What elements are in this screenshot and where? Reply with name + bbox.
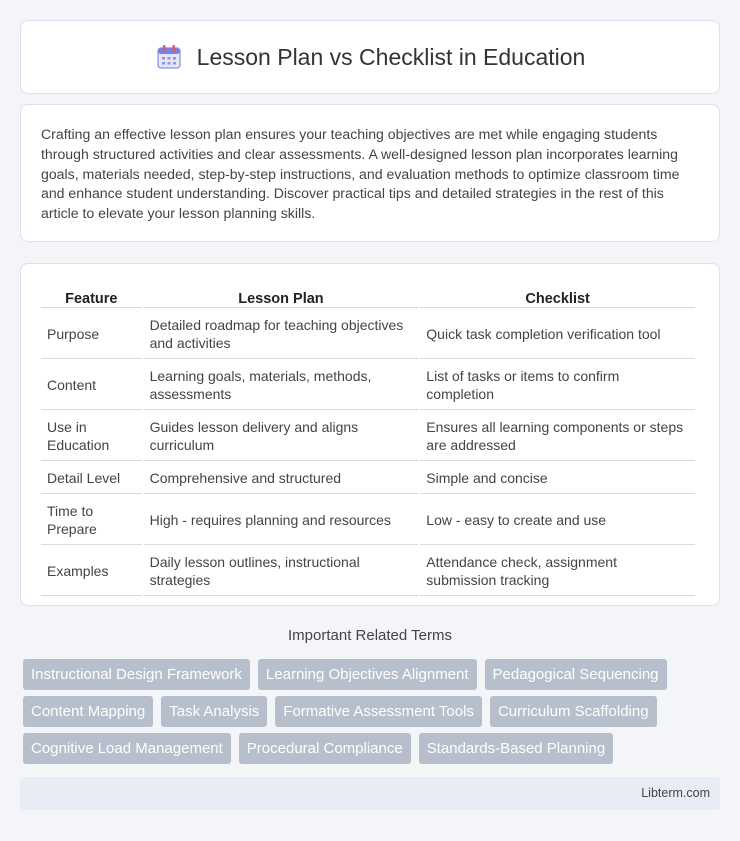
footer-site-link[interactable]: Libterm.com (641, 786, 710, 800)
table-cell: Content (41, 361, 142, 410)
related-terms-title: Important Related Terms (288, 627, 452, 644)
table-cell: Purpose (41, 310, 142, 359)
related-term-tag[interactable]: Task Analysis (161, 696, 267, 727)
table-cell: Simple and concise (420, 463, 695, 494)
intro-paragraph: Crafting an effective lesson plan ensures your teaching objectives are met while engaging students through structured activities and clear assessments. A well-designed lesson plan incorporates learning goals, materials needed, step-by-step instructions, and evaluation methods to optimize classroom time and enhance student understanding. Discover practical tips and detailed strategies in the rest of this article to elevate your lesson planning skills. (41, 126, 680, 222)
header-lesson-plan: Lesson Plan (144, 286, 419, 308)
header-checklist: Checklist (420, 286, 695, 308)
table-cell: Low - easy to create and use (420, 496, 695, 545)
comparison-card (20, 263, 720, 606)
related-terms-list (23, 659, 723, 764)
table-cell: Detail Level (41, 463, 142, 494)
table-row (41, 310, 695, 359)
header-feature: Feature (41, 286, 142, 308)
related-term-tag[interactable]: Cognitive Load Management (23, 733, 231, 764)
table-cell: List of tasks or items to confirm completion (420, 361, 695, 410)
table-row (41, 361, 695, 410)
page-title: Lesson Plan vs Checklist in Education (196, 43, 586, 70)
table-cell: Attendance check, assignment submission tracking (420, 547, 695, 596)
comparison-table (39, 284, 697, 598)
related-term-tag[interactable]: Learning Objectives Alignment (258, 659, 477, 690)
table-row (41, 412, 695, 461)
related-term-tag[interactable]: Standards-Based Planning (419, 733, 613, 764)
table-cell: Examples (41, 547, 142, 596)
table-cell: Quick task completion verification tool (420, 310, 695, 359)
table-cell: Ensures all learning components or steps are addressed (420, 412, 695, 461)
footer (20, 777, 720, 810)
related-term-tag[interactable]: Instructional Design Framework (23, 659, 250, 690)
table-header-row (41, 286, 695, 308)
table-cell: Comprehensive and structured (144, 463, 419, 494)
title-card (20, 20, 720, 94)
calendar-icon (155, 43, 183, 71)
table-row (41, 547, 695, 596)
table-cell: High - requires planning and resources (144, 496, 419, 545)
table-cell: Daily lesson outlines, instructional strategies (144, 547, 419, 596)
table-row (41, 463, 695, 494)
table-cell: Use in Education (41, 412, 142, 461)
table-cell: Learning goals, materials, methods, assessments (144, 361, 419, 410)
related-term-tag[interactable]: Procedural Compliance (239, 733, 411, 764)
related-term-tag[interactable]: Formative Assessment Tools (275, 696, 482, 727)
table-cell: Guides lesson delivery and aligns curriculum (144, 412, 419, 461)
table-cell: Time to Prepare (41, 496, 142, 545)
table-cell: Detailed roadmap for teaching objectives and activities (144, 310, 419, 359)
intro-card (20, 104, 720, 242)
related-term-tag[interactable]: Curriculum Scaffolding (490, 696, 657, 727)
related-term-tag[interactable]: Content Mapping (23, 696, 153, 727)
table-row (41, 496, 695, 545)
related-term-tag[interactable]: Pedagogical Sequencing (485, 659, 667, 690)
